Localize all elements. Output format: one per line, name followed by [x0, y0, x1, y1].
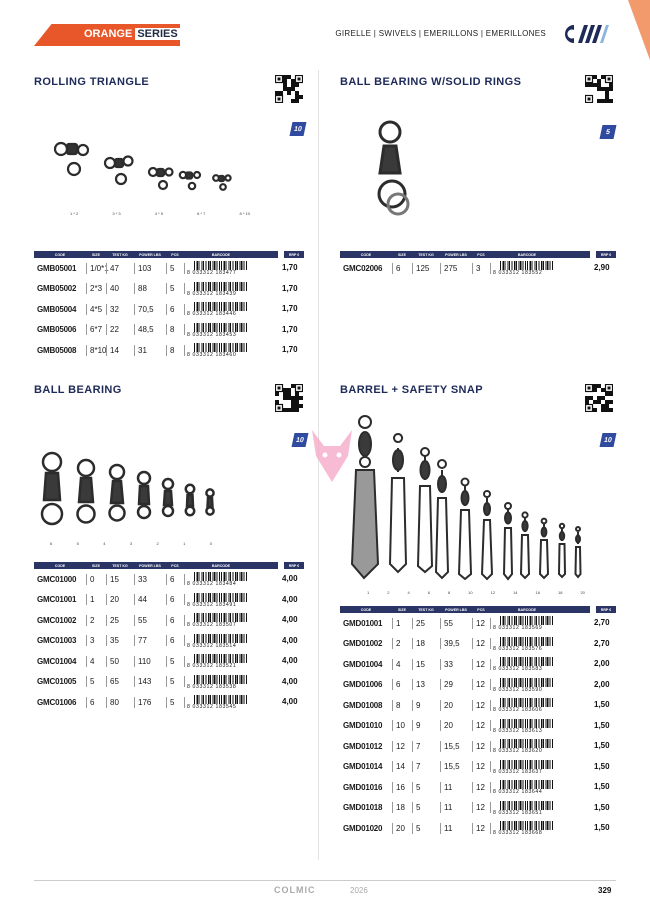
power-lbs-value: 77 [138, 636, 147, 646]
rrp-price: 1,70 [282, 345, 298, 354]
product-code: GMD01008 [343, 700, 383, 710]
pack-badge-solid-rings: 5 [600, 125, 617, 139]
rrp-price: 4,00 [282, 574, 298, 583]
power-lbs-value: 110 [138, 656, 151, 666]
column-header: CODE [54, 252, 66, 257]
power-lbs-value: 11 [444, 823, 453, 833]
table-row [340, 654, 616, 675]
power-lbs-value: 29 [444, 680, 453, 690]
barcode-number: 8 033312 183569 [493, 625, 543, 632]
rrp-price: 4,00 [282, 656, 298, 665]
table-row [340, 757, 616, 778]
footer-year: 2026 [350, 886, 368, 895]
barcode-number: 8 033312 183491 [187, 601, 237, 608]
test-kg-value: 80 [110, 697, 119, 707]
column-header: CODE [360, 252, 372, 257]
test-kg-value: 50 [110, 656, 119, 666]
barcode-number: 8 033312 183613 [493, 727, 543, 734]
column-header: TEST KG [418, 607, 434, 612]
barcode [187, 282, 249, 296]
rrp-price: 1,70 [282, 283, 298, 293]
column-header: SIZE [398, 252, 406, 257]
test-kg-value: 20 [110, 595, 119, 605]
power-lbs-value: 48,5 [138, 325, 154, 335]
barcode-number: 8 033312 183545 [187, 704, 237, 711]
size-value: 8*10 [90, 345, 107, 355]
barrel-safety-snap-image [340, 414, 592, 590]
barcode-number: 8 033312 183446 [187, 311, 237, 318]
table-row [340, 258, 616, 279]
barcode-number: 8 033312 183552 [493, 270, 543, 277]
table-row [34, 672, 304, 693]
size-value: 4 [90, 656, 95, 666]
column-header: SIZE [92, 252, 100, 257]
size-value: 18 [396, 803, 405, 813]
table-row [34, 651, 304, 672]
barcode-number: 8 033312 183439 [187, 290, 237, 297]
test-kg-value: 25 [110, 615, 119, 625]
column-header: CODE [360, 607, 372, 612]
barcode-number: 8 033312 183637 [493, 768, 543, 775]
size-value: 2*3 [90, 284, 103, 294]
power-lbs-value: 103 [138, 263, 152, 273]
barcode-number: 8 033312 183590 [493, 686, 543, 693]
test-kg-value: 22 [110, 325, 119, 335]
size-value: 6*7 [90, 325, 103, 335]
rrp-price: 2,00 [594, 679, 610, 689]
qr-code-solid-rings[interactable] [585, 75, 613, 103]
rrp-price: 4,00 [282, 635, 298, 645]
barcode-number: 8 033312 183668 [493, 830, 543, 837]
barcode-number: 8 033312 183538 [187, 683, 237, 690]
power-lbs-value: 55 [138, 615, 147, 625]
rrp-price: 1,70 [282, 324, 298, 334]
pcs-value: 6 [170, 595, 175, 605]
column-header: POWER LBS [139, 563, 161, 568]
rolling-triangle-table [34, 251, 304, 361]
rrp-price: 1,50 [594, 700, 610, 709]
pcs-value: 6 [170, 615, 175, 625]
test-kg-value: 5 [416, 823, 421, 833]
footer-brand-logo: COLMIC [274, 885, 316, 895]
ball-bearing-size-labels: 6 5 4 3 2 1 0 [50, 541, 212, 546]
rrp-price: 2,70 [594, 638, 610, 648]
size-value: 0 [90, 574, 95, 584]
size-value: 6 [90, 697, 95, 707]
size-value: 10 [396, 721, 405, 731]
size-value: 2 [396, 639, 401, 649]
power-lbs-value: 11 [444, 803, 453, 813]
table-row [34, 610, 304, 631]
table-row [340, 634, 616, 655]
size-value: 16 [396, 782, 405, 792]
test-kg-value: 40 [110, 284, 119, 294]
power-lbs-value: 70,5 [138, 304, 154, 314]
barcode [187, 613, 249, 627]
table-row [34, 279, 304, 300]
size-value: 8 [396, 700, 401, 710]
rrp-header: RRP € [596, 251, 616, 258]
size-value: 1/0*1 [90, 263, 109, 273]
power-lbs-value: 143 [138, 677, 152, 687]
barcode-number: 8 033312 183460 [187, 352, 237, 359]
column-header: BARCODE [211, 252, 231, 257]
barcode [187, 593, 249, 607]
pcs-value: 12 [476, 618, 485, 628]
rrp-price: 2,90 [594, 263, 610, 272]
table-row [340, 777, 616, 798]
pcs-value: 12 [476, 823, 485, 833]
product-code: GMD01014 [343, 762, 383, 772]
qr-code-ball-bearing[interactable] [275, 384, 303, 412]
product-code: GMD01002 [343, 639, 383, 649]
power-lbs-value: 15,5 [444, 741, 460, 751]
barcode-number: 8 033312 183507 [187, 622, 237, 629]
rrp-header: RRP € [284, 251, 304, 258]
ball-bearing-table [34, 562, 304, 713]
product-code: GMC01006 [37, 697, 77, 707]
rrp-price: 4,00 [282, 594, 298, 604]
product-code: GMD01004 [343, 659, 383, 669]
colmic-logo [560, 22, 612, 46]
pcs-value: 12 [476, 803, 485, 813]
pack-badge-rolling: 10 [290, 122, 307, 136]
table-row [340, 613, 616, 634]
series-banner [34, 24, 180, 46]
pcs-value: 8 [170, 345, 175, 355]
table-row [340, 798, 616, 819]
table-row [340, 818, 616, 839]
pcs-value: 5 [170, 284, 175, 294]
rolling-size-labels: 1 * 2 3 * 3 4 * 5 6 * 7 8 * 10 [70, 211, 250, 216]
barcode [493, 760, 555, 774]
column-header: PCS [171, 252, 179, 257]
ball-bearing-solid-rings-image [370, 118, 420, 228]
column-header: BARCODE [211, 563, 231, 568]
test-kg-value: 15 [416, 659, 425, 669]
table-row [340, 716, 616, 737]
pack-badge-barrel: 10 [600, 433, 617, 447]
barcode [493, 616, 555, 630]
rrp-price: 4,00 [282, 697, 298, 706]
table-header [340, 606, 590, 613]
barcode [187, 675, 249, 689]
test-kg-value: 35 [110, 636, 119, 646]
size-value: 14 [396, 762, 405, 772]
product-code: GMD01018 [343, 803, 383, 813]
barcode-number: 8 033312 183514 [187, 642, 237, 649]
table-row [34, 692, 304, 713]
rrp-header: RRP € [596, 606, 616, 613]
power-lbs-value: 20 [444, 721, 453, 731]
size-value: 6 [396, 680, 401, 690]
pcs-value: 5 [170, 263, 175, 273]
product-code: GMB05006 [37, 325, 77, 335]
column-header: BARCODE [517, 607, 537, 612]
test-kg-value: 25 [416, 618, 425, 628]
rrp-price: 1,50 [594, 720, 610, 730]
column-header: PCS [477, 252, 485, 257]
test-kg-value: 5 [416, 782, 421, 792]
test-kg-value: 5 [416, 803, 421, 813]
column-header: PCS [171, 563, 179, 568]
column-header: CODE [54, 563, 66, 568]
product-code: GMC01003 [37, 636, 77, 646]
barcode [493, 657, 555, 671]
footer-divider [34, 880, 616, 881]
product-code: GMB05001 [37, 263, 77, 273]
power-lbs-value: 176 [138, 697, 152, 707]
column-header: POWER LBS [139, 252, 161, 257]
column-header: BARCODE [517, 252, 537, 257]
power-lbs-value: 88 [138, 284, 147, 294]
pcs-value: 3 [476, 263, 481, 273]
size-value: 6 [396, 263, 401, 273]
pcs-value: 12 [476, 721, 485, 731]
pcs-value: 6 [170, 574, 175, 584]
barcode [493, 637, 555, 651]
table-row [34, 258, 304, 279]
product-code: GMC01004 [37, 656, 77, 666]
qr-code-rolling[interactable] [275, 75, 303, 103]
size-value: 3 [90, 636, 95, 646]
pcs-value: 12 [476, 639, 485, 649]
pack-badge-ball-bearing: 10 [292, 433, 309, 447]
column-header: SIZE [398, 607, 406, 612]
pcs-value: 5 [170, 697, 175, 707]
barcode [493, 821, 555, 835]
test-kg-value: 14 [110, 345, 119, 355]
barcode [493, 678, 555, 692]
power-lbs-value: 275 [444, 263, 458, 273]
test-kg-value: 18 [416, 639, 425, 649]
section-title-rolling-triangle: ROLLING TRIANGLE [34, 76, 150, 88]
product-code: GMC01001 [37, 595, 77, 605]
test-kg-value: 15 [110, 574, 119, 584]
pcs-value: 12 [476, 659, 485, 669]
pcs-value: 5 [170, 677, 175, 687]
series-name: ORANGE [84, 28, 133, 40]
barcode [187, 323, 249, 337]
pcs-value: 12 [476, 680, 485, 690]
rrp-price: 1,50 [594, 741, 610, 750]
test-kg-value: 65 [110, 677, 119, 687]
column-header: POWER LBS [445, 252, 467, 257]
pcs-value: 12 [476, 700, 485, 710]
size-value: 2 [90, 615, 95, 625]
page-number: 329 [598, 886, 612, 895]
barcode-number: 8 033312 183521 [187, 663, 237, 670]
pcs-value: 8 [170, 325, 175, 335]
barcode [187, 654, 249, 668]
rrp-price: 1,70 [282, 263, 298, 272]
column-header: SIZE [92, 563, 100, 568]
barrel-safety-snap-table [340, 606, 616, 839]
test-kg-value: 47 [110, 263, 119, 273]
table-header [34, 562, 278, 569]
table-row [34, 569, 304, 590]
barrel-size-labels: 1 2 4 6 8 10 12 14 16 18 20 [367, 590, 585, 595]
pcs-value: 5 [170, 656, 175, 666]
barcode [187, 302, 249, 316]
column-header: PCS [477, 607, 485, 612]
product-code: GMC02006 [343, 263, 383, 273]
barcode [493, 780, 555, 794]
product-code: GMD01012 [343, 741, 383, 751]
size-value: 12 [396, 741, 405, 751]
table-row [34, 631, 304, 652]
test-kg-value: 9 [416, 700, 421, 710]
rrp-price: 1,50 [594, 782, 610, 791]
product-code: GMB05004 [37, 304, 77, 314]
rrp-price: 1,70 [282, 304, 298, 313]
barcode-number: 8 033312 183620 [493, 748, 543, 755]
barcode-number: 8 033312 183453 [187, 331, 237, 338]
test-kg-value: 7 [416, 741, 421, 751]
test-kg-value: 32 [110, 304, 119, 314]
column-header: TEST KG [112, 563, 128, 568]
table-row [34, 299, 304, 320]
series-label: SERIES [137, 28, 178, 40]
category-header: GIRELLE | SWIVELS | EMERILLONS | EMERILLONES [335, 29, 546, 38]
product-code: GMC01000 [37, 574, 77, 584]
corner-decoration [628, 0, 650, 60]
solid-rings-table [340, 251, 616, 279]
product-code: GMD01010 [343, 721, 383, 731]
rrp-price: 1,50 [594, 761, 610, 771]
product-code: GMD01020 [343, 823, 383, 833]
test-kg-value: 125 [416, 263, 430, 273]
power-lbs-value: 20 [444, 700, 453, 710]
barcode [187, 634, 249, 648]
product-code: GMD01016 [343, 782, 383, 792]
size-value: 20 [396, 823, 405, 833]
pcs-value: 6 [170, 636, 175, 646]
column-header: POWER LBS [445, 607, 467, 612]
size-value: 1 [90, 595, 95, 605]
table-header [34, 251, 278, 258]
barcode-number: 8 033312 183583 [493, 666, 543, 673]
power-lbs-value: 31 [138, 345, 147, 355]
table-row [340, 695, 616, 716]
column-header: TEST KG [418, 252, 434, 257]
power-lbs-value: 39,5 [444, 639, 460, 649]
table-header [340, 251, 590, 258]
rrp-price: 4,00 [282, 676, 298, 686]
test-kg-value: 9 [416, 721, 421, 731]
size-value: 1 [396, 618, 401, 628]
table-row [34, 320, 304, 341]
test-kg-value: 13 [416, 680, 425, 690]
rrp-price: 1,50 [594, 823, 610, 832]
power-lbs-value: 33 [444, 659, 453, 669]
rolling-triangle-swivels-image [52, 135, 252, 210]
rrp-price: 2,00 [594, 659, 610, 668]
power-lbs-value: 15,5 [444, 762, 460, 772]
table-row [340, 736, 616, 757]
product-code: GMB05008 [37, 345, 77, 355]
barcode [187, 261, 249, 275]
section-title-ball-bearing: BALL BEARING [34, 384, 122, 396]
product-code: GMC01002 [37, 615, 77, 625]
barcode-number: 8 033312 183484 [187, 581, 237, 588]
barcode-number: 8 033312 183651 [493, 809, 543, 816]
table-row [34, 340, 304, 361]
barcode [187, 572, 249, 586]
size-value: 4*5 [90, 304, 103, 314]
column-header: TEST KG [112, 252, 128, 257]
barcode [493, 261, 555, 275]
product-code: GMD01001 [343, 618, 383, 628]
product-code: GMB05002 [37, 284, 77, 294]
power-lbs-value: 44 [138, 595, 147, 605]
pcs-value: 12 [476, 741, 485, 751]
barcode [493, 801, 555, 815]
rrp-header: RRP € [284, 562, 304, 569]
power-lbs-value: 55 [444, 618, 453, 628]
barcode-number: 8 033312 183644 [493, 789, 543, 796]
section-title-barrel-safety-snap: BARREL + SAFETY SNAP [340, 384, 483, 396]
rrp-price: 1,50 [594, 802, 610, 812]
pcs-value: 12 [476, 782, 485, 792]
product-code: GMD01006 [343, 680, 383, 690]
barcode [187, 343, 249, 357]
table-row [34, 590, 304, 611]
rrp-price: 2,70 [594, 618, 610, 627]
barcode [187, 695, 249, 709]
barcode [493, 698, 555, 712]
power-lbs-value: 11 [444, 782, 453, 792]
qr-code-barrel[interactable] [585, 384, 613, 412]
barcode-number: 8 033312 183576 [493, 645, 543, 652]
pcs-value: 6 [170, 304, 175, 314]
barcode-number: 8 033312 183477 [187, 270, 237, 277]
barcode-number: 8 033312 183606 [493, 707, 543, 714]
pcs-value: 12 [476, 762, 485, 772]
section-title-ball-bearing-solid-rings: BALL BEARING W/SOLID RINGS [340, 76, 522, 88]
barcode [493, 719, 555, 733]
test-kg-value: 7 [416, 762, 421, 772]
size-value: 5 [90, 677, 95, 687]
barcode [493, 739, 555, 753]
table-row [340, 675, 616, 696]
product-code: GMC01005 [37, 677, 77, 687]
ball-bearing-swivels-image [36, 448, 226, 540]
power-lbs-value: 33 [138, 574, 147, 584]
rrp-price: 4,00 [282, 615, 298, 624]
size-value: 4 [396, 659, 401, 669]
